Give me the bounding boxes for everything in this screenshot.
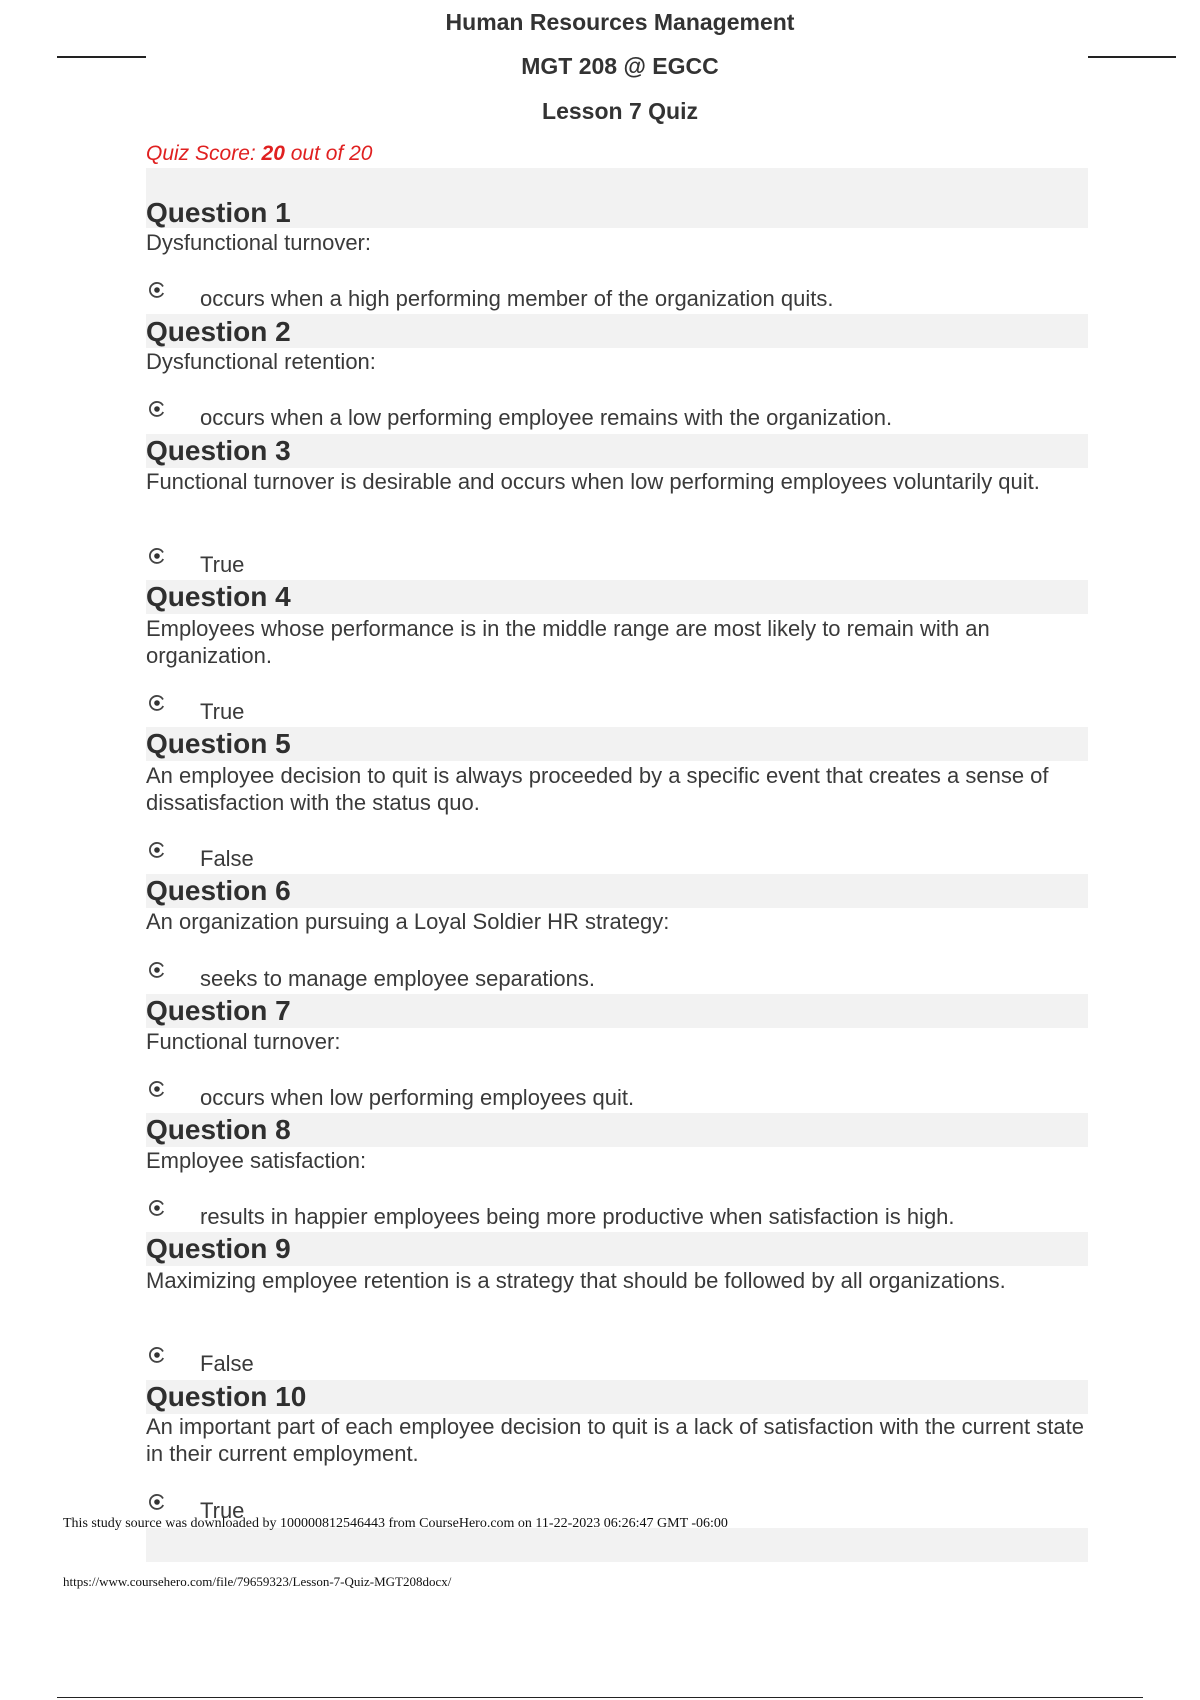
question-3-text: Functional turnover is desirable and occurs when low performing employees voluntarily quit. bbox=[146, 469, 1040, 494]
quiz-score-label: Quiz Score: bbox=[146, 142, 262, 165]
selected-radio-icon bbox=[148, 1346, 166, 1364]
question-5-title: Question 5 bbox=[146, 728, 291, 759]
question-3-title: Question 3 bbox=[146, 435, 291, 466]
question-7-text: Functional turnover: bbox=[146, 1029, 341, 1054]
question-4-text: Employees whose performance is in the middle range are most likely to remain with an organization. bbox=[146, 616, 990, 668]
question-7-title: Question 7 bbox=[146, 995, 291, 1026]
selected-radio-icon bbox=[148, 1080, 166, 1098]
question-1-text: Dysfunctional turnover: bbox=[146, 230, 371, 255]
question-10-answer: True bbox=[200, 1498, 245, 1523]
question-10-text: An important part of each employee decision to quit is a lack of satisfaction with the current state in their current employment. bbox=[146, 1414, 1084, 1466]
question-8-answer: results in happier employees being more productive when satisfaction is high. bbox=[200, 1204, 955, 1229]
quiz-title: Lesson 7 Quiz bbox=[542, 98, 698, 124]
source-watermark: This study source was downloaded by 100000812546443 from CourseHero.com on 11-22-2023 06:26:47 GMT -06:00 bbox=[63, 1516, 728, 1531]
question-5-answer: False bbox=[200, 846, 254, 871]
selected-radio-icon bbox=[148, 1493, 166, 1511]
quiz-score-value: 20 bbox=[261, 142, 285, 165]
selected-radio-icon bbox=[148, 400, 166, 418]
question-1-title: Question 1 bbox=[146, 197, 291, 228]
question-8-text: Employee satisfaction: bbox=[146, 1148, 367, 1173]
question-9-text: Maximizing employee retention is a strategy that should be followed by all organizations. bbox=[146, 1268, 1006, 1293]
question-band bbox=[146, 1528, 1088, 1562]
question-6-title: Question 6 bbox=[146, 875, 291, 906]
question-2-text: Dysfunctional retention: bbox=[146, 349, 376, 374]
question-10-title: Question 10 bbox=[146, 1381, 307, 1412]
selected-radio-icon bbox=[148, 841, 166, 859]
question-2-title: Question 2 bbox=[146, 316, 291, 347]
selected-radio-icon bbox=[148, 547, 166, 565]
question-4-answer: True bbox=[200, 699, 245, 724]
selected-radio-icon bbox=[148, 694, 166, 712]
selected-radio-icon bbox=[148, 281, 166, 299]
question-1-answer: occurs when a high performing member of the organization quits. bbox=[200, 286, 834, 311]
question-2-answer: occurs when a low performing employee remains with the organization. bbox=[200, 405, 893, 430]
question-6-answer: seeks to manage employee separations. bbox=[200, 966, 596, 991]
source-url-link[interactable]: https://www.coursehero.com/file/79659323/Lesson-7-Quiz-MGT208docx/ bbox=[63, 1574, 452, 1589]
question-9-title: Question 9 bbox=[146, 1233, 291, 1264]
quiz-score-suffix: out of 20 bbox=[284, 142, 373, 165]
course-code: MGT 208 @ EGCC bbox=[521, 53, 719, 79]
selected-radio-icon bbox=[148, 1199, 166, 1217]
question-3-answer: True bbox=[200, 552, 245, 577]
question-6-text: An organization pursuing a Loyal Soldier HR strategy: bbox=[146, 909, 670, 934]
quiz-score bbox=[146, 142, 372, 166]
bottom-rule bbox=[57, 1697, 1143, 1698]
question-9-answer: False bbox=[200, 1351, 254, 1376]
question-7-answer: occurs when low performing employees quit. bbox=[200, 1085, 635, 1110]
selected-radio-icon bbox=[148, 961, 166, 979]
question-8-title: Question 8 bbox=[146, 1114, 291, 1145]
course-title: Human Resources Management bbox=[445, 9, 795, 35]
question-5-text: An employee decision to quit is always proceeded by a specific event that creates a sense of dissatisfaction with the status quo. bbox=[146, 763, 1049, 815]
question-4-title: Question 4 bbox=[146, 581, 291, 612]
